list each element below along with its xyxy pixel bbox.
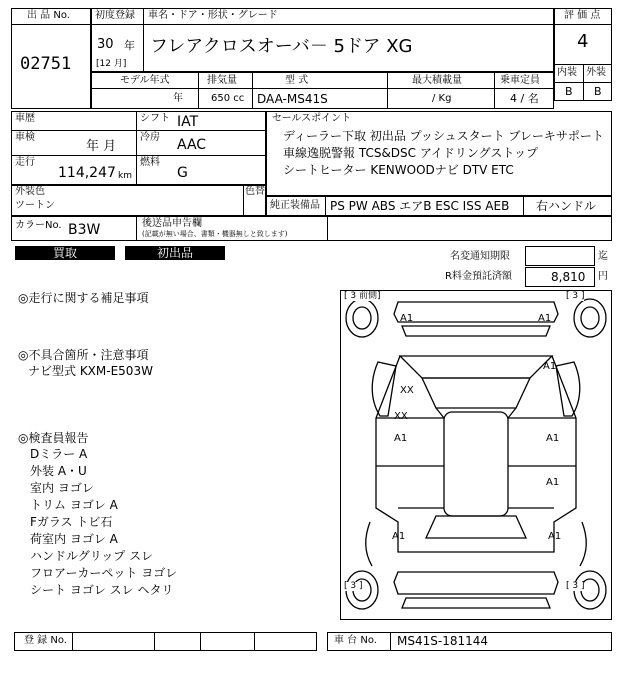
after-parts-note: (記載が無い場合、書類・機器無しと致します) [142,230,288,238]
color-no-box [11,216,612,241]
name-change-unit: 迄 [598,251,608,262]
cooling-value: AAC [177,137,207,153]
exterior-grade: B [594,85,602,98]
purchase-bar: 買取 [15,246,115,260]
first-reg-year-unit: 年 [124,39,135,52]
mark-front-bumper-right: A1 [538,313,552,324]
color-no-value: B3W [68,222,101,238]
first-reg-label: 初度登録 [95,10,135,21]
chassis-label: 車 台 No. [334,635,377,646]
after-parts-label: 後送品申告欄 [142,218,202,229]
recycle-label: R料金預託済額 [445,271,512,282]
interior-grade: B [565,85,573,98]
mileage-label: 走行 [15,157,35,168]
car-diagram [340,290,612,620]
color-value: ツートン [15,200,55,211]
displacement-label: 排気量 [207,75,237,86]
sales-point-line: シートヒーター KENWOODナビ DTV ETC [283,163,514,177]
repaint-label: 色替 [245,186,265,197]
capacity-value: 4 / 名 [510,92,539,105]
max-load-label: 最大積載量 [412,75,462,86]
grade-label: 評 価 点 [564,10,601,21]
first-reg-month: [12 月] [96,59,127,69]
max-load-value: / Kg [432,93,452,104]
model-year-label: モデル年式 [120,75,170,86]
lot-label: 出 品 No. [27,10,70,21]
mark-right-front-door: A1 [546,433,560,444]
inspector-line: Dミラー A [30,447,88,461]
history-label: 車歴 [15,113,35,124]
sales-point-line: 車線逸脱警報 TCS&DSC アイドリングストップ [283,146,539,160]
defect-note-line: ナビ型式 KXM-E503W [28,364,153,378]
type-value: DAA-MS41S [257,92,328,106]
grade-value: 4 [577,31,589,52]
sales-point-line: ディーラー下取 初出品 プッシュスタート ブレーキサポート [283,129,604,143]
mark-left-front-door: A1 [394,433,408,444]
inspector-report-title: ◎検査員報告 [18,431,89,445]
mark-hood-right: A1 [543,361,557,372]
first-reg-year: 30 [97,37,114,52]
name-change-box [525,246,595,266]
top-right-tag: [ 3 ] [566,291,585,301]
model-year-unit: 年 [173,93,183,104]
inspector-line: 室内 ヨゴレ [30,481,94,495]
cooling-label: 冷房 [140,132,160,143]
reg-no-label: 登 録 No. [24,635,67,646]
color-label: 外装色 [15,186,45,197]
lot-number: 02751 [20,54,72,74]
car-name: フレアクロスオーバ－ 5ドア XG [150,36,413,57]
mark-left-rear: A1 [392,531,406,542]
top-left-tag: [ 3 前側] [344,291,381,301]
bottom-left-tag: [ 3 ] [344,581,363,591]
inspector-line: トリム ヨゴレ A [30,498,118,512]
mark-right-rear: A1 [548,531,562,542]
name-change-label: 名変通知期限 [450,251,510,262]
sales-point-label: セールスポイント [272,113,352,124]
details-left [11,111,266,186]
equipment-value: PS PW ABS エアB ESC ISS AEB [330,199,510,213]
displacement-value: 650 cc [211,93,245,104]
mileage-unit: km [118,171,132,181]
recycle-value: 8,810 [551,270,586,284]
fuel-value: G [177,165,188,181]
first-listing-bar: 初出品 [125,246,225,260]
handle-value: 右ハンドル [536,199,597,213]
inspection-label: 車検 [15,132,35,143]
driving-notes-title: ◎走行に関する補足事項 [18,291,149,305]
shift-value: IAT [177,114,199,130]
type-label: 型 式 [285,75,309,86]
chassis-number: MS41S-181144 [397,634,488,648]
fuel-label: 燃料 [140,157,160,168]
equipment-label: 純正装備品 [270,200,320,211]
interior-label: 内装 [557,67,577,78]
color-no-label: カラーNo. [15,220,62,231]
inspector-line: シート ヨゴレ スレ ヘタリ [30,583,174,597]
recycle-unit: 円 [598,271,608,282]
bottom-right-tag: [ 3 ] [566,581,585,591]
inspection-value: 年 月 [86,139,117,154]
car-diagram-svg [340,290,612,620]
shift-label: シフト [140,113,170,124]
mark-roof: XX [394,411,408,422]
mileage-value: 114,247 [58,165,116,181]
inspector-line: ハンドルグリップ スレ [30,549,154,563]
mark-windshield: XX [400,385,414,396]
mark-front-bumper-left: A1 [400,313,414,324]
defect-notes-title: ◎不具合箇所・注意事項 [18,348,149,362]
mark-right-rear-door: A1 [546,477,560,488]
inspector-line: 荷室内 ヨゴレ A [30,532,118,546]
capacity-label: 乗車定員 [500,75,540,86]
inspector-line: 外装 A・U [30,464,87,478]
car-name-label: 車名・ドア・形状・グレード [148,10,278,21]
inspector-line: フロアーカーペット ヨゴレ [30,566,178,580]
inspector-line: Fガラス トビ石 [30,515,113,529]
exterior-label: 外装 [586,67,606,78]
